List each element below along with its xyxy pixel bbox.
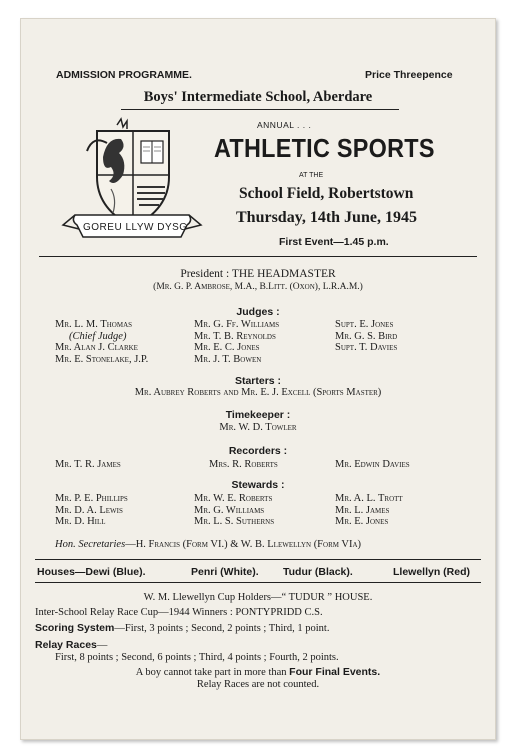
- relay-cup-line: Inter-School Relay Race Cup—1944 Winners : PONTYPRIDD C.S.: [35, 607, 323, 618]
- stewards-column-2: [194, 493, 274, 528]
- house-tudur: Tudur (Black).: [283, 566, 353, 578]
- starters-heading: Starters :: [234, 375, 282, 387]
- admission-label: ADMISSION PROGRAMME.: [56, 69, 192, 81]
- judge-name: Mr. Alan J. Clarke: [55, 342, 138, 353]
- steward-name: Mr. P. E. Phillips: [55, 493, 128, 504]
- judge-name: Supt. T. Davies: [335, 342, 398, 353]
- judge-name: Mr. G. Ff. Williams: [194, 319, 280, 330]
- relay-races-label: Relay Races: [35, 639, 97, 651]
- timekeeper-name: Mr. W. D. Towler: [219, 422, 297, 433]
- relay-note: Relay Races are not counted.: [196, 679, 320, 690]
- event-date: Thursday, 14th June, 1945: [236, 209, 417, 226]
- stewards-heading: Stewards :: [231, 479, 285, 491]
- timekeeper-heading: Timekeeper :: [225, 409, 291, 421]
- recorders-heading: Recorders :: [228, 445, 288, 457]
- at-the-label: AT THE: [299, 172, 324, 179]
- boy-limit-bold: Four Final Events.: [289, 666, 381, 678]
- houses-top-rule: [35, 559, 481, 560]
- house-penri: Penri (White).: [191, 566, 259, 578]
- crest-motto: GOREU LLYW DYSG: [83, 222, 188, 233]
- judges-column-2: [194, 319, 279, 365]
- house-dewi: Houses—Dewi (Blue).: [37, 566, 146, 578]
- recorder-name: Mrs. R. Roberts: [209, 459, 278, 470]
- president-details: (Mr. G. P. Ambrose, M.A., B.Litt. (Oxon), L.R.A.M.): [153, 282, 363, 292]
- relay-points-line: First, 8 points ; Second, 6 points ; Third, 4 points ; Fourth, 2 points.: [55, 652, 339, 663]
- secretaries-line: [55, 539, 361, 550]
- relay-races-line: [35, 639, 107, 651]
- programme-page: [20, 18, 496, 740]
- president-line: President : THE HEADMASTER: [180, 268, 336, 280]
- judges-heading: Judges :: [236, 306, 280, 318]
- houses-bottom-rule: [35, 582, 481, 583]
- judge-name: Mr. E. C. Jones: [194, 342, 260, 353]
- recorder-name: Mr. T. R. James: [55, 459, 121, 470]
- first-event-time: First Event—1.45 p.m.: [279, 236, 389, 248]
- stewards-column-3: [335, 493, 403, 528]
- steward-name: Mr. W. E. Roberts: [194, 493, 273, 504]
- steward-name: Mr. A. L. Trott: [335, 493, 403, 504]
- judge-name: Mr. E. Stonelake, J.P.: [55, 353, 149, 365]
- steward-name: Mr. D. Hill: [55, 516, 106, 527]
- boy-limit-line: [21, 666, 495, 678]
- scoring-line: [35, 622, 329, 634]
- judge-name: Supt. E. Jones: [335, 319, 394, 330]
- house-llewellyn: Llewellyn (Red): [393, 566, 471, 578]
- steward-name: Mr. D. A. Lewis: [55, 504, 123, 516]
- judge-name: Mr. J. T. Bowen: [194, 353, 262, 365]
- secretaries-label: Hon. Secretaries: [55, 539, 126, 550]
- judges-column-1: [55, 319, 148, 365]
- steward-name: Mr. L. S. Sutherns: [194, 516, 275, 527]
- price-label: Price Threepence: [365, 69, 453, 81]
- stewards-column-1: [55, 493, 128, 528]
- steward-name: Mr. L. James: [335, 504, 390, 516]
- steward-name: Mr. G. Williams: [194, 504, 265, 516]
- judge-name: Mr. T. B. Reynolds: [194, 330, 276, 342]
- relay-races-dash: —: [96, 640, 108, 651]
- secretaries-names: —H. Francis (Form VI.) & W. B. Llewellyn (Form VIa): [125, 539, 362, 550]
- header-rule: [121, 109, 399, 110]
- school-name: Boys' Intermediate School, Aberdare: [143, 89, 373, 105]
- recorder-name: Mr. Edwin Davies: [335, 459, 410, 470]
- boy-limit-text: A boy cannot take part in more than: [135, 667, 290, 678]
- annual-label: ANNUAL . . .: [257, 120, 312, 130]
- starters-names: Mr. Aubrey Roberts and Mr. E. J. Excell (Sports Master): [134, 387, 382, 398]
- event-title: ATHLETIC SPORTS: [214, 133, 435, 163]
- steward-name: Mr. E. Jones: [335, 516, 389, 527]
- llewellyn-cup-line: W. M. Llewellyn Cup Holders—“ TUDUR ” HOUSE.: [143, 592, 373, 603]
- judges-column-3: [335, 319, 397, 354]
- scoring-text: —First, 3 points ; Second, 2 points ; Third, 1 point.: [114, 623, 330, 634]
- title-rule: [39, 256, 477, 257]
- judge-name: Mr. L. M. Thomas: [55, 319, 133, 330]
- venue: School Field, Robertstown: [239, 185, 414, 202]
- judge-name: Mr. G. S. Bird: [335, 330, 398, 342]
- scoring-label: Scoring System: [35, 622, 115, 634]
- judge-note: (Chief Judge): [69, 330, 127, 342]
